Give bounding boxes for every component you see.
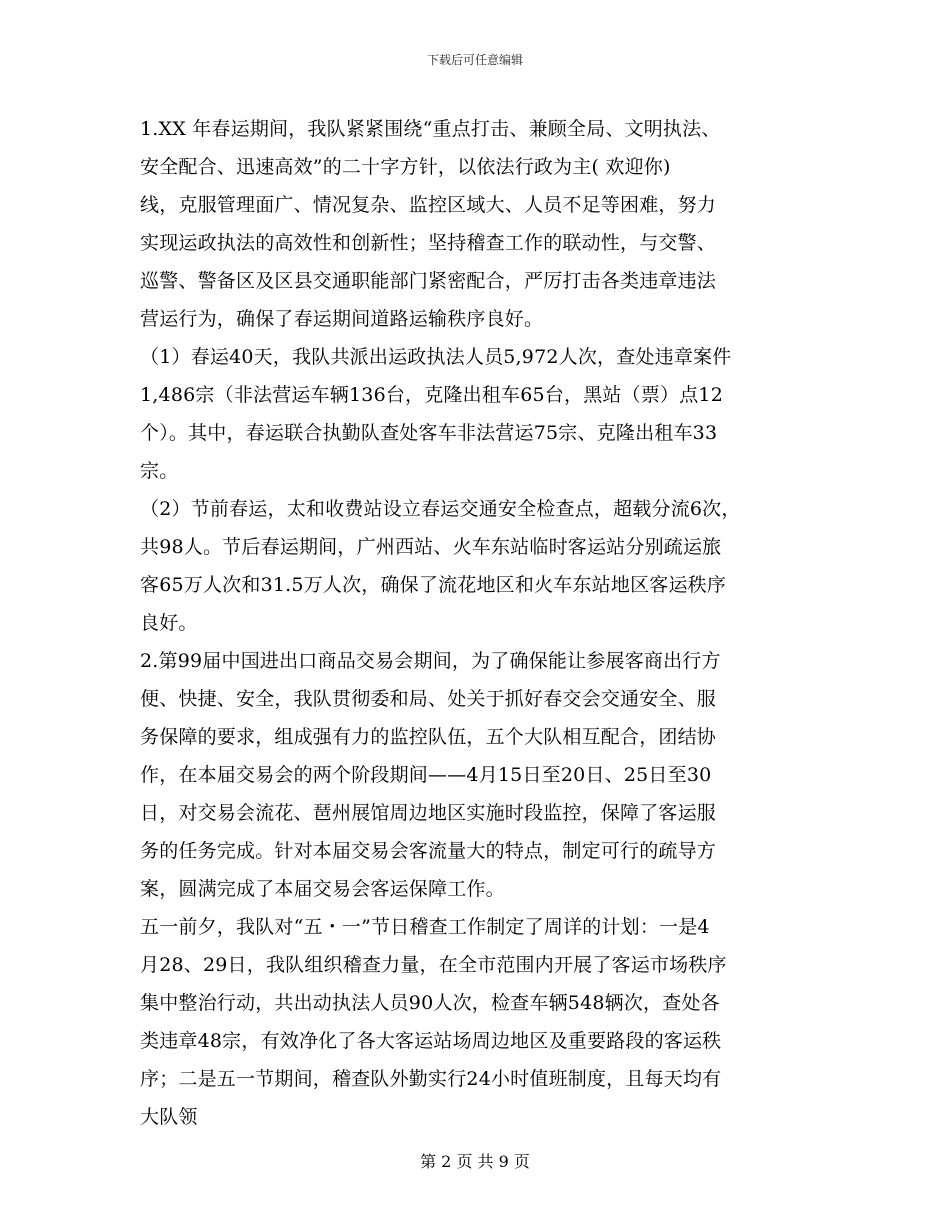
- text-line: 务保障的要求，组成强有力的监控队伍，五个大队相互配合，团结协: [140, 726, 717, 748]
- text-line: 五一前夕，我队对“五・一”节日稽查工作制定了周详的计划：一是4: [140, 916, 710, 938]
- text-line: 营运行为，确保了春运期间道路运输秩序良好。: [140, 308, 544, 330]
- text-line: 日，对交易会流花、琶州展馆周边地区实施时段监控，保障了客运服: [140, 802, 717, 824]
- text-line: 大队领: [140, 1106, 198, 1128]
- text-line: 安全配合、迅速高效”的二十字方针，以依法行政为主( 欢迎你): [140, 156, 671, 178]
- page-number-footer: 第 2 页 共 9 页: [420, 1152, 530, 1171]
- text-line: 类违章48宗，有效净化了各大客运站场周边地区及重要路段的客运秩: [140, 1030, 722, 1052]
- page-header: 下载后可任意编辑: [426, 53, 523, 67]
- text-line: 共98人。节后春运期间，广州西站、火车东站临时客运站分别疏运旅: [140, 536, 722, 558]
- text-line: 务的任务完成。针对本届交易会客流量大的特点，制定可行的疏导方: [140, 840, 717, 862]
- text-line: （1）春运40天，我队共派出运政执法人员5,972人次，查处违章案件: [140, 346, 732, 368]
- text-line: 1,486宗（非法营运车辆136台，克隆出租车65台，黑站（票）点12: [140, 384, 724, 406]
- text-line: 2.第99届中国进出口商品交易会期间，为了确保能让参展客商出行方: [140, 650, 721, 672]
- text-line: 集中整治行动，共出动执法人员90人次，检查车辆548辆次，查处各: [140, 992, 720, 1014]
- text-line: 线，克服管理面广、情况复杂、监控区域大、人员不足等困难，努力: [140, 194, 717, 216]
- text-line: 实现运政执法的高效性和创新性；坚持稽查工作的联动性，与交警、: [140, 232, 717, 254]
- text-line: 客65万人次和31.5万人次，确保了流花地区和火车东站地区客运秩序: [140, 574, 727, 596]
- text-line: 1.XX 年春运期间，我队紧紧围绕“重点打击、兼顾全局、文明执法、: [140, 118, 721, 140]
- document-body: [140, 110, 810, 1136]
- text-line: 案，圆满完成了本届交易会客运保障工作。: [140, 878, 505, 900]
- text-line: 作，在本届交易会的两个阶段期间——4月15日至20日、25日至30: [140, 764, 712, 786]
- text-line: （2）节前春运，太和收费站设立春运交通安全检查点，超载分流6次，: [140, 498, 741, 520]
- text-line: 便、快捷、安全，我队贯彻委和局、处关于抓好春交会交通安全、服: [140, 688, 717, 710]
- text-line: 月28、29日，我队组织稽查力量，在全市范围内开展了客运市场秩序: [140, 954, 727, 976]
- text-line: 宗。: [140, 460, 179, 482]
- text-line: 个）。其中，春运联合执勤队查处客车非法营运75宗、克隆出租车33: [140, 422, 718, 444]
- text-line: 巡警、警备区及区县交通职能部门紧密配合，严厉打击各类违章违法: [140, 270, 717, 292]
- text-line: 良好。: [140, 612, 198, 634]
- text-line: 序；二是五一节期间，稽查队外勤实行24小时值班制度，且每天均有: [140, 1068, 722, 1090]
